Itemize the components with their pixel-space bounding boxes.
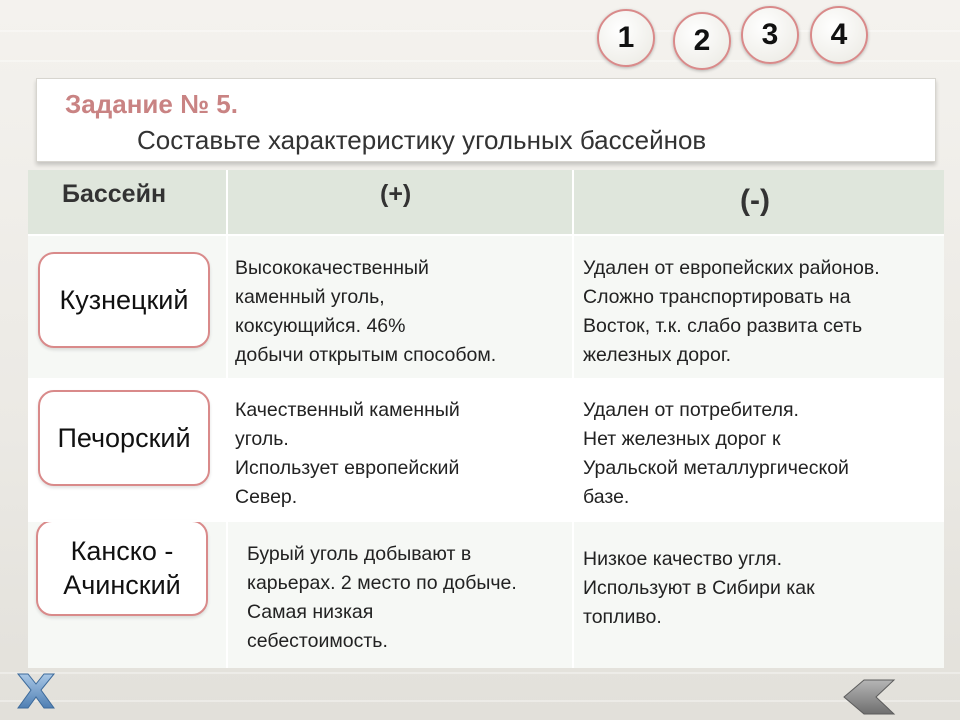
pros-text: Высококачественный каменный уголь, коксующийся. 46% добычи открытым способом. bbox=[235, 257, 497, 366]
basin-name-pechorsky: Печорский bbox=[38, 390, 210, 486]
header-cell-pros bbox=[228, 170, 572, 234]
back-arrow-icon[interactable] bbox=[840, 676, 900, 718]
task-subtitle: Составьте характеристику угольных бассейнов bbox=[137, 125, 707, 155]
cons-text: Удален от потребителя. Нет железных дорог к Уральской металлургической базе. bbox=[583, 399, 849, 508]
row-divider bbox=[28, 234, 944, 236]
page-3-button[interactable]: 3 bbox=[741, 6, 799, 64]
page-4-button[interactable]: 4 bbox=[810, 6, 868, 64]
page-2-button[interactable]: 2 bbox=[673, 12, 731, 70]
pros-text: Качественный каменный уголь. Использует европейский Север. bbox=[235, 399, 460, 508]
basin-name-kansko-achinsky: Канско - Ачинский bbox=[36, 520, 208, 616]
row-divider bbox=[28, 378, 944, 380]
page-1-button[interactable]: 1 bbox=[597, 9, 655, 67]
column-header-cons: (-) bbox=[740, 184, 770, 217]
pros-text: Бурый уголь добывают в карьерах. 2 место по добыче. Самая низкая себестоимость. bbox=[247, 543, 517, 652]
task-label: Задание № 5. bbox=[65, 89, 238, 119]
basin-name-kuznetsky: Кузнецкий bbox=[38, 252, 210, 348]
column-divider bbox=[572, 170, 574, 668]
background-stripe bbox=[0, 700, 960, 702]
coal-basins-table bbox=[28, 170, 944, 668]
row-divider bbox=[28, 520, 944, 522]
column-header-basin: Бассейн bbox=[62, 180, 167, 208]
background-stripe bbox=[0, 672, 960, 674]
page-navigation bbox=[0, 0, 960, 70]
cons-text: Удален от европейских районов. Сложно транспортировать на Восток, т.к. слабо развита сеть железных дорог. bbox=[583, 257, 880, 366]
header-cell-cons bbox=[574, 170, 944, 234]
column-header-pros: (+) bbox=[380, 180, 412, 208]
header-cell-basin bbox=[28, 170, 226, 234]
column-divider bbox=[226, 170, 228, 668]
task-header bbox=[36, 78, 936, 162]
close-x-icon[interactable] bbox=[10, 668, 62, 716]
cons-text: Низкое качество угля. Используют в Сибири как топливо. bbox=[583, 548, 815, 628]
